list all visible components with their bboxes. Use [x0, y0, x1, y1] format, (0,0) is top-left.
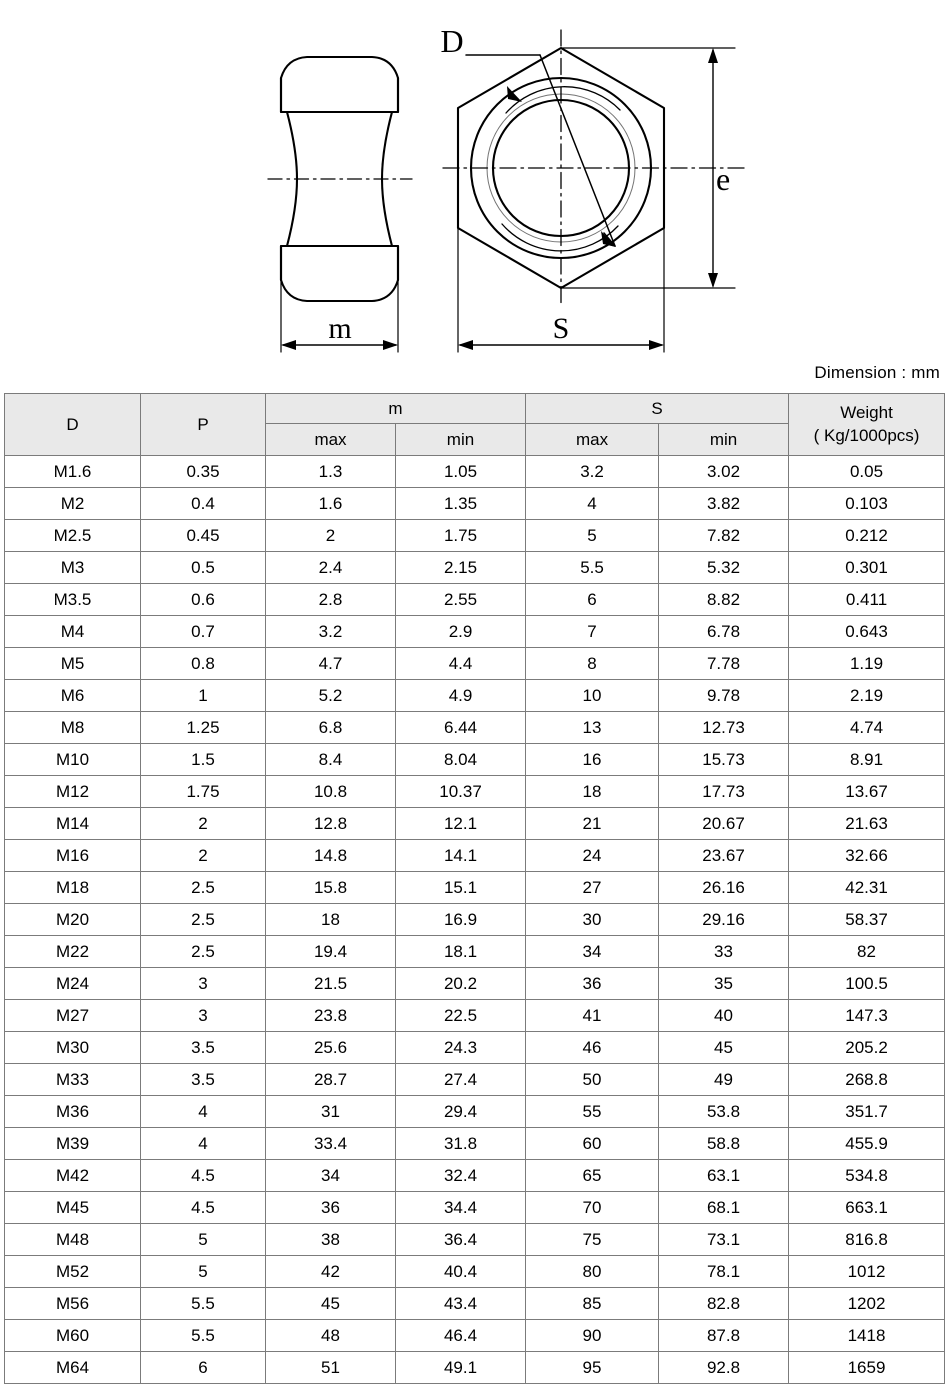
- cell-s-min: 3.82: [659, 488, 789, 520]
- cell-m-max: 2.8: [266, 584, 396, 616]
- cell-s-max: 85: [526, 1288, 659, 1320]
- cell-d: M33: [5, 1064, 141, 1096]
- cell-m-max: 5.2: [266, 680, 396, 712]
- cell-s-max: 18: [526, 776, 659, 808]
- cell-s-max: 70: [526, 1192, 659, 1224]
- cell-m-max: 2.4: [266, 552, 396, 584]
- col-header-s: S: [526, 394, 789, 424]
- table-row: [5, 1192, 945, 1224]
- cell-s-max: 90: [526, 1320, 659, 1352]
- table-header: [5, 394, 945, 456]
- cell-s-min: 15.73: [659, 744, 789, 776]
- cell-m-min: 4.9: [396, 680, 526, 712]
- cell-s-max: 13: [526, 712, 659, 744]
- cell-s-max: 7: [526, 616, 659, 648]
- cell-d: M14: [5, 808, 141, 840]
- cell-d: M2.5: [5, 520, 141, 552]
- col-header-weight: [789, 394, 945, 456]
- cell-p: 0.35: [141, 456, 266, 488]
- table-header-row-top: [5, 394, 945, 424]
- cell-m-max: 4.7: [266, 648, 396, 680]
- cell-s-max: 6: [526, 584, 659, 616]
- cell-m-max: 31: [266, 1096, 396, 1128]
- cell-weight: 8.91: [789, 744, 945, 776]
- cell-m-min: 2.55: [396, 584, 526, 616]
- cell-d: M18: [5, 872, 141, 904]
- cell-d: M22: [5, 936, 141, 968]
- cell-weight: 268.8: [789, 1064, 945, 1096]
- cell-d: M39: [5, 1128, 141, 1160]
- cell-d: M60: [5, 1320, 141, 1352]
- cell-m-max: 28.7: [266, 1064, 396, 1096]
- cell-m-min: 16.9: [396, 904, 526, 936]
- cell-m-min: 32.4: [396, 1160, 526, 1192]
- table-row: [5, 616, 945, 648]
- cell-weight: 0.411: [789, 584, 945, 616]
- cell-m-max: 51: [266, 1352, 396, 1384]
- cell-s-min: 6.78: [659, 616, 789, 648]
- cell-s-max: 24: [526, 840, 659, 872]
- cell-s-max: 21: [526, 808, 659, 840]
- table-row: [5, 680, 945, 712]
- table-row: [5, 1160, 945, 1192]
- cell-m-min: 8.04: [396, 744, 526, 776]
- cell-s-min: 3.02: [659, 456, 789, 488]
- cell-d: M24: [5, 968, 141, 1000]
- table-row: [5, 808, 945, 840]
- cell-m-max: 23.8: [266, 1000, 396, 1032]
- table-row: [5, 1224, 945, 1256]
- table-row: [5, 904, 945, 936]
- cell-m-max: 18: [266, 904, 396, 936]
- cell-m-max: 38: [266, 1224, 396, 1256]
- cell-d: M3: [5, 552, 141, 584]
- cell-weight: 2.19: [789, 680, 945, 712]
- cell-p: 2.5: [141, 936, 266, 968]
- cell-p: 3.5: [141, 1064, 266, 1096]
- cell-s-min: 68.1: [659, 1192, 789, 1224]
- table-row: [5, 456, 945, 488]
- cell-weight: 663.1: [789, 1192, 945, 1224]
- cell-weight: 534.8: [789, 1160, 945, 1192]
- cell-m-min: 27.4: [396, 1064, 526, 1096]
- cell-weight: 42.31: [789, 872, 945, 904]
- table-row: [5, 712, 945, 744]
- table-row: [5, 1288, 945, 1320]
- cell-weight: 0.212: [789, 520, 945, 552]
- cell-p: 0.4: [141, 488, 266, 520]
- cell-weight: 351.7: [789, 1096, 945, 1128]
- cell-weight: 1659: [789, 1352, 945, 1384]
- cell-m-max: 42: [266, 1256, 396, 1288]
- cell-s-max: 3.2: [526, 456, 659, 488]
- cell-d: M48: [5, 1224, 141, 1256]
- cell-weight: 0.103: [789, 488, 945, 520]
- cell-m-max: 2: [266, 520, 396, 552]
- cell-s-max: 4: [526, 488, 659, 520]
- cell-p: 2: [141, 808, 266, 840]
- cell-s-max: 27: [526, 872, 659, 904]
- cell-weight: 1418: [789, 1320, 945, 1352]
- cell-m-max: 33.4: [266, 1128, 396, 1160]
- cell-p: 3.5: [141, 1032, 266, 1064]
- cell-d: M12: [5, 776, 141, 808]
- cell-s-max: 65: [526, 1160, 659, 1192]
- technical-drawing: [0, 0, 948, 358]
- table-body: [5, 456, 945, 1384]
- cell-m-max: 12.8: [266, 808, 396, 840]
- cell-s-min: 33: [659, 936, 789, 968]
- cell-p: 2.5: [141, 904, 266, 936]
- cell-m-min: 31.8: [396, 1128, 526, 1160]
- cell-d: M6: [5, 680, 141, 712]
- table-row: [5, 1032, 945, 1064]
- table-row: [5, 584, 945, 616]
- cell-p: 3: [141, 968, 266, 1000]
- cell-s-max: 8: [526, 648, 659, 680]
- table-row: [5, 552, 945, 584]
- cell-s-max: 60: [526, 1128, 659, 1160]
- cell-m-max: 10.8: [266, 776, 396, 808]
- cell-weight: 816.8: [789, 1224, 945, 1256]
- cell-s-max: 46: [526, 1032, 659, 1064]
- col-header-s-min: min: [659, 424, 789, 456]
- cell-s-min: 49: [659, 1064, 789, 1096]
- cell-s-max: 50: [526, 1064, 659, 1096]
- col-header-m-min: min: [396, 424, 526, 456]
- cell-d: M27: [5, 1000, 141, 1032]
- cell-m-min: 20.2: [396, 968, 526, 1000]
- cell-m-min: 6.44: [396, 712, 526, 744]
- cell-m-max: 3.2: [266, 616, 396, 648]
- cell-p: 5: [141, 1224, 266, 1256]
- cell-p: 4: [141, 1096, 266, 1128]
- cell-weight: 1202: [789, 1288, 945, 1320]
- cell-weight: 13.67: [789, 776, 945, 808]
- cell-m-max: 48: [266, 1320, 396, 1352]
- col-header-weight-line1: Weight: [840, 402, 893, 422]
- cell-p: 4.5: [141, 1192, 266, 1224]
- cell-s-max: 55: [526, 1096, 659, 1128]
- cell-p: 3: [141, 1000, 266, 1032]
- cell-m-max: 15.8: [266, 872, 396, 904]
- table-row: [5, 1128, 945, 1160]
- cell-weight: 147.3: [789, 1000, 945, 1032]
- cell-s-min: 53.8: [659, 1096, 789, 1128]
- cell-s-min: 7.78: [659, 648, 789, 680]
- cell-s-min: 9.78: [659, 680, 789, 712]
- cell-d: M30: [5, 1032, 141, 1064]
- cell-m-max: 19.4: [266, 936, 396, 968]
- cell-weight: 32.66: [789, 840, 945, 872]
- label-m: m: [328, 312, 352, 345]
- cell-m-min: 1.75: [396, 520, 526, 552]
- cell-p: 1.5: [141, 744, 266, 776]
- cell-p: 2: [141, 840, 266, 872]
- cell-weight: 0.301: [789, 552, 945, 584]
- table-row: [5, 1320, 945, 1352]
- cell-d: M2: [5, 488, 141, 520]
- cell-d: M36: [5, 1096, 141, 1128]
- cell-weight: 82: [789, 936, 945, 968]
- cell-m-min: 2.15: [396, 552, 526, 584]
- cell-s-min: 26.16: [659, 872, 789, 904]
- cell-d: M52: [5, 1256, 141, 1288]
- label-e: e: [716, 161, 731, 197]
- cell-s-min: 20.67: [659, 808, 789, 840]
- cell-p: 5.5: [141, 1288, 266, 1320]
- cell-weight: 0.05: [789, 456, 945, 488]
- cell-s-min: 7.82: [659, 520, 789, 552]
- cell-s-min: 92.8: [659, 1352, 789, 1384]
- cell-m-max: 1.3: [266, 456, 396, 488]
- cell-weight: 100.5: [789, 968, 945, 1000]
- col-header-m-max: max: [266, 424, 396, 456]
- cell-d: M64: [5, 1352, 141, 1384]
- cell-m-min: 34.4: [396, 1192, 526, 1224]
- table-row: [5, 872, 945, 904]
- cell-weight: 58.37: [789, 904, 945, 936]
- cell-s-max: 10: [526, 680, 659, 712]
- cell-p: 0.7: [141, 616, 266, 648]
- cell-m-min: 24.3: [396, 1032, 526, 1064]
- cell-s-min: 63.1: [659, 1160, 789, 1192]
- cell-s-max: 5: [526, 520, 659, 552]
- cell-s-min: 82.8: [659, 1288, 789, 1320]
- cell-p: 0.6: [141, 584, 266, 616]
- cell-m-min: 29.4: [396, 1096, 526, 1128]
- col-header-s-max: max: [526, 424, 659, 456]
- cell-m-min: 15.1: [396, 872, 526, 904]
- cell-p: 0.45: [141, 520, 266, 552]
- cell-p: 0.8: [141, 648, 266, 680]
- table-row: [5, 1096, 945, 1128]
- cell-m-min: 46.4: [396, 1320, 526, 1352]
- cell-d: M45: [5, 1192, 141, 1224]
- table-row: [5, 1000, 945, 1032]
- dimension-table: [4, 393, 945, 1384]
- cell-d: M1.6: [5, 456, 141, 488]
- dimension-table-wrap: [4, 393, 944, 1384]
- cell-m-min: 49.1: [396, 1352, 526, 1384]
- cell-p: 2.5: [141, 872, 266, 904]
- table-row: [5, 520, 945, 552]
- cell-m-max: 34: [266, 1160, 396, 1192]
- cell-s-min: 12.73: [659, 712, 789, 744]
- cell-d: M56: [5, 1288, 141, 1320]
- cell-p: 4: [141, 1128, 266, 1160]
- cell-weight: 455.9: [789, 1128, 945, 1160]
- col-header-m: m: [266, 394, 526, 424]
- cell-weight: 205.2: [789, 1032, 945, 1064]
- cell-m-min: 43.4: [396, 1288, 526, 1320]
- cell-s-min: 23.67: [659, 840, 789, 872]
- cell-p: 5: [141, 1256, 266, 1288]
- cell-s-max: 34: [526, 936, 659, 968]
- cell-weight: 1.19: [789, 648, 945, 680]
- cell-d: M8: [5, 712, 141, 744]
- cell-p: 6: [141, 1352, 266, 1384]
- label-d: D: [440, 23, 464, 59]
- cell-p: 1: [141, 680, 266, 712]
- cell-weight: 1012: [789, 1256, 945, 1288]
- cell-m-max: 8.4: [266, 744, 396, 776]
- cell-m-min: 2.9: [396, 616, 526, 648]
- cell-s-max: 80: [526, 1256, 659, 1288]
- cell-weight: 0.643: [789, 616, 945, 648]
- cell-m-max: 21.5: [266, 968, 396, 1000]
- col-header-d: D: [5, 394, 141, 456]
- cell-m-min: 1.35: [396, 488, 526, 520]
- label-s: S: [552, 312, 570, 345]
- table-row: [5, 776, 945, 808]
- cell-s-min: 73.1: [659, 1224, 789, 1256]
- cell-s-min: 35: [659, 968, 789, 1000]
- cell-m-max: 14.8: [266, 840, 396, 872]
- cell-m-min: 36.4: [396, 1224, 526, 1256]
- table-row: [5, 968, 945, 1000]
- cell-s-min: 17.73: [659, 776, 789, 808]
- cell-p: 5.5: [141, 1320, 266, 1352]
- cell-s-max: 5.5: [526, 552, 659, 584]
- table-row: [5, 936, 945, 968]
- cell-s-min: 78.1: [659, 1256, 789, 1288]
- cell-s-min: 29.16: [659, 904, 789, 936]
- cell-m-max: 36: [266, 1192, 396, 1224]
- table-row: [5, 648, 945, 680]
- cell-s-max: 95: [526, 1352, 659, 1384]
- table-row: [5, 1256, 945, 1288]
- cell-m-min: 14.1: [396, 840, 526, 872]
- cell-m-min: 4.4: [396, 648, 526, 680]
- cell-s-max: 36: [526, 968, 659, 1000]
- table-row: [5, 1352, 945, 1384]
- hex-nut-drawing-svg: [0, 0, 948, 358]
- cell-s-min: 8.82: [659, 584, 789, 616]
- cell-m-max: 6.8: [266, 712, 396, 744]
- cell-p: 1.25: [141, 712, 266, 744]
- cell-d: M42: [5, 1160, 141, 1192]
- cell-s-min: 45: [659, 1032, 789, 1064]
- cell-m-max: 1.6: [266, 488, 396, 520]
- cell-d: M20: [5, 904, 141, 936]
- cell-d: M5: [5, 648, 141, 680]
- cell-m-min: 22.5: [396, 1000, 526, 1032]
- cell-m-max: 45: [266, 1288, 396, 1320]
- col-header-p: P: [141, 394, 266, 456]
- cell-d: M10: [5, 744, 141, 776]
- cell-d: M4: [5, 616, 141, 648]
- table-row: [5, 840, 945, 872]
- cell-d: M16: [5, 840, 141, 872]
- cell-weight: 4.74: [789, 712, 945, 744]
- cell-d: M3.5: [5, 584, 141, 616]
- cell-p: 1.75: [141, 776, 266, 808]
- cell-s-min: 87.8: [659, 1320, 789, 1352]
- cell-s-max: 41: [526, 1000, 659, 1032]
- cell-s-max: 16: [526, 744, 659, 776]
- cell-m-min: 10.37: [396, 776, 526, 808]
- cell-s-min: 58.8: [659, 1128, 789, 1160]
- cell-m-min: 12.1: [396, 808, 526, 840]
- cell-p: 0.5: [141, 552, 266, 584]
- cell-s-min: 5.32: [659, 552, 789, 584]
- cell-m-min: 40.4: [396, 1256, 526, 1288]
- cell-m-min: 18.1: [396, 936, 526, 968]
- cell-s-max: 30: [526, 904, 659, 936]
- cell-m-min: 1.05: [396, 456, 526, 488]
- table-row: [5, 1064, 945, 1096]
- cell-p: 4.5: [141, 1160, 266, 1192]
- table-row: [5, 488, 945, 520]
- cell-s-max: 75: [526, 1224, 659, 1256]
- cell-s-min: 40: [659, 1000, 789, 1032]
- dimension-units-note: Dimension : mm: [814, 363, 940, 382]
- cell-weight: 21.63: [789, 808, 945, 840]
- col-header-weight-line2: ( Kg/1000pcs): [813, 425, 920, 445]
- cell-m-max: 25.6: [266, 1032, 396, 1064]
- table-row: [5, 744, 945, 776]
